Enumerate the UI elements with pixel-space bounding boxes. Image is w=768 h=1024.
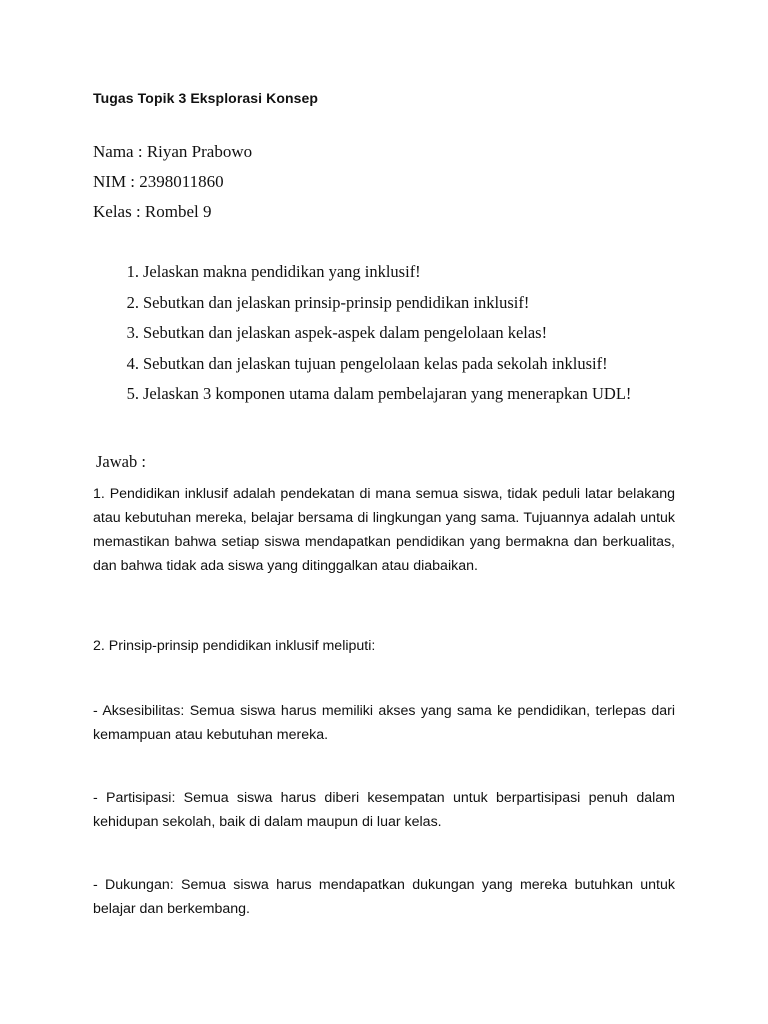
question-number: 1.: [126, 262, 139, 281]
question-text: Jelaskan 3 komponen utama dalam pembelajaran yang menerapkan UDL!: [143, 384, 632, 403]
question-text: Sebutkan dan jelaskan prinsip-prinsip pendidikan inklusif!: [143, 292, 530, 312]
document-title: Tugas Topik 3 Eksplorasi Konsep: [93, 90, 319, 106]
student-nim: NIM : 2398011860: [93, 172, 224, 191]
question-list: [93, 262, 713, 415]
principle-dukungan: - Dukungan: Semua siswa harus mendapatkan dukungan yang mereka butuhkan untuk belajar dan berkembang.: [93, 877, 675, 917]
question-text: Jelaskan makna pendidikan yang inklusif!: [143, 262, 421, 281]
question-item: [93, 293, 713, 324]
student-name: Nama : Riyan Prabowo: [93, 142, 253, 161]
student-class: Kelas : Rombel 9: [93, 202, 212, 221]
question-item: [93, 354, 713, 385]
question-item: [93, 323, 713, 354]
question-item: [93, 262, 713, 293]
answer-heading: Jawab :: [96, 452, 146, 471]
question-number: 3.: [126, 323, 139, 342]
question-number: 4.: [126, 353, 139, 373]
question-text: Sebutkan dan jelaskan aspek-aspek dalam pengelolaan kelas!: [143, 323, 548, 342]
principle-partisipasi: - Partisipasi: Semua siswa harus diberi kesempatan untuk berpartisipasi penuh dalam kehidupan sekolah, baik di dalam maupun di luar kelas.: [93, 790, 675, 830]
answer-1: 1. Pendidikan inklusif adalah pendekatan di mana semua siswa, tidak peduli latar belakang atau kebutuhan mereka, belajar bersama di lingkungan yang sama. Tujuannya adalah untuk memastikan bahwa setiap siswa mendapatkan pendidikan yang bermakna dan berkualitas, dan bahwa tidak ada siswa yang ditinggalkan atau diabaikan.: [93, 486, 675, 574]
question-item: [93, 384, 713, 415]
principle-aksesibilitas: - Aksesibilitas: Semua siswa harus memiliki akses yang sama ke pendidikan, terlepas dari kemampuan atau kebutuhan mereka.: [93, 703, 675, 743]
answer-2-intro: 2. Prinsip-prinsip pendidikan inklusif meliputi:: [93, 638, 376, 654]
question-text: Sebutkan dan jelaskan tujuan pengelolaan kelas pada sekolah inklusif!: [143, 353, 608, 373]
question-number: 2.: [126, 292, 139, 312]
question-number: 5.: [126, 384, 139, 403]
